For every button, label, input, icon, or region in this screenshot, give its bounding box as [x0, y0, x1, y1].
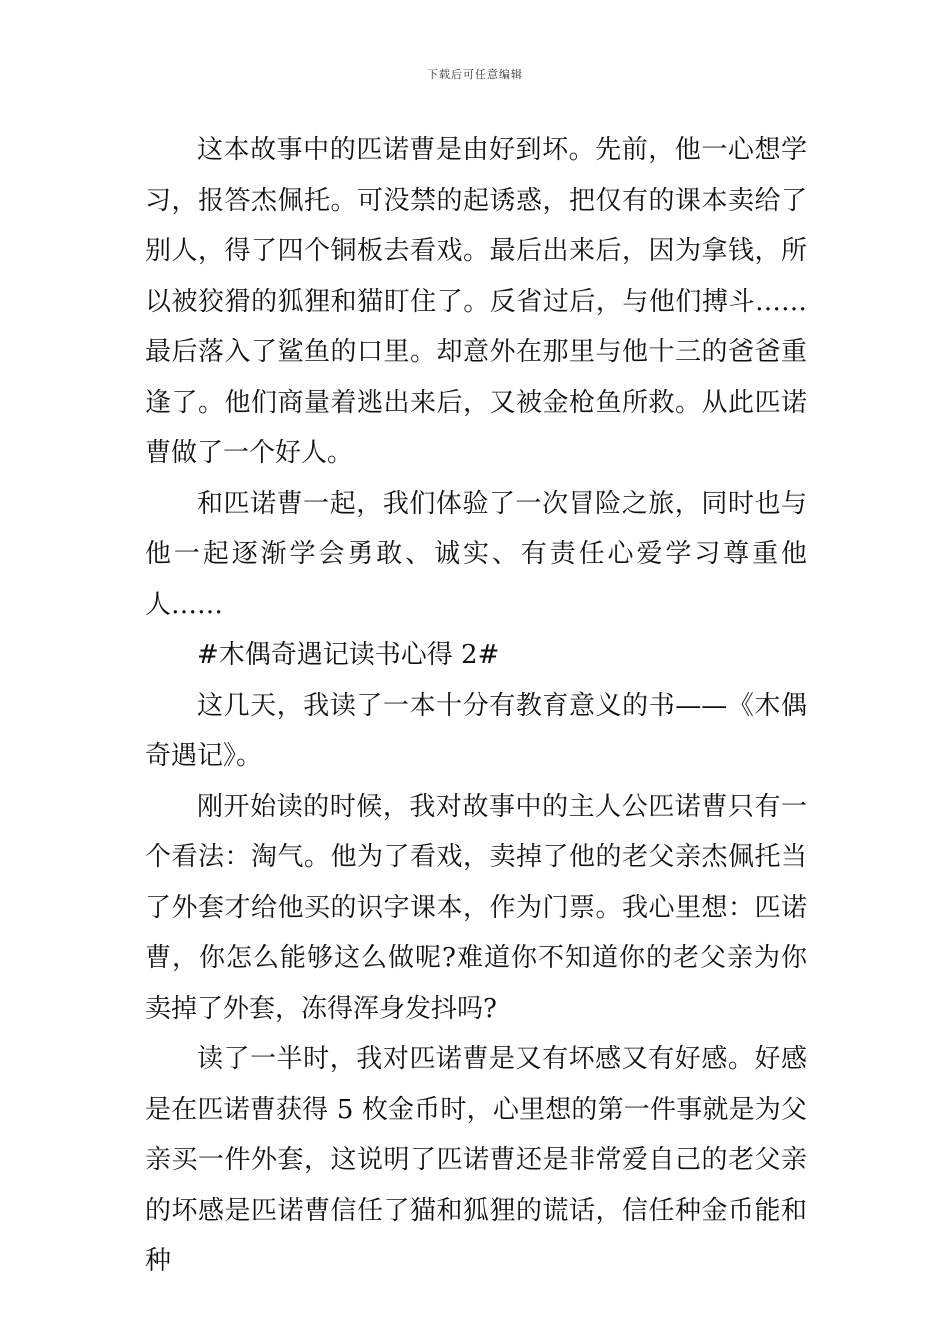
paragraph-3: 这几天，我读了一本十分有教育意义的书——《木偶奇遇记》。 [145, 690, 807, 771]
paragraph-5: 读了一半时，我对匹诺曹是又有坏感又有好感。好感是在匹诺曹获得 5 枚金币时，心里想的第一件事就是为父亲买一件外套，这说明了匹诺曹还是非常爱自己的老父亲的坏感是匹诺曹信任了猫和狐狸的谎话，信任种金币能和种 [145, 1044, 807, 1276]
document-body [145, 125, 807, 1287]
paragraph-4: 刚开始读的时候，我对故事中的主人公匹诺曹只有一个看法：淘气。他为了看戏，卖掉了他的老父亲杰佩托当了外套才给他买的识字课本，作为门票。我心里想：匹诺曹，你怎么能够这么做呢?难道你不知道你的老父亲为你卖掉了外套，冻得浑身发抖吗? [145, 791, 807, 1024]
header-note: 下载后可任意编辑 [427, 68, 523, 81]
paragraph-1: 这本故事中的匹诺曹是由好到坏。先前，他一心想学习，报答杰佩托。可没禁的起诱惑，把仅有的课本卖给了别人，得了四个铜板去看戏。最后出来后，因为拿钱，所以被狡猾的狐狸和猫盯住了。反省过后，与他们搏斗……最后落入了鲨鱼的口里。却意外在那里与他十三的爸爸重逢了。他们商量着逃出来后，又被金枪鱼所救。从此匹诺曹做了一个好人。 [145, 135, 807, 468]
paragraph-2: 和匹诺曹一起，我们体验了一次冒险之旅，同时也与他一起逐渐学会勇敢、诚实、有责任心爱学习尊重他人…… [145, 488, 807, 620]
section-heading: #木偶奇遇记读书心得 2# [197, 640, 500, 670]
